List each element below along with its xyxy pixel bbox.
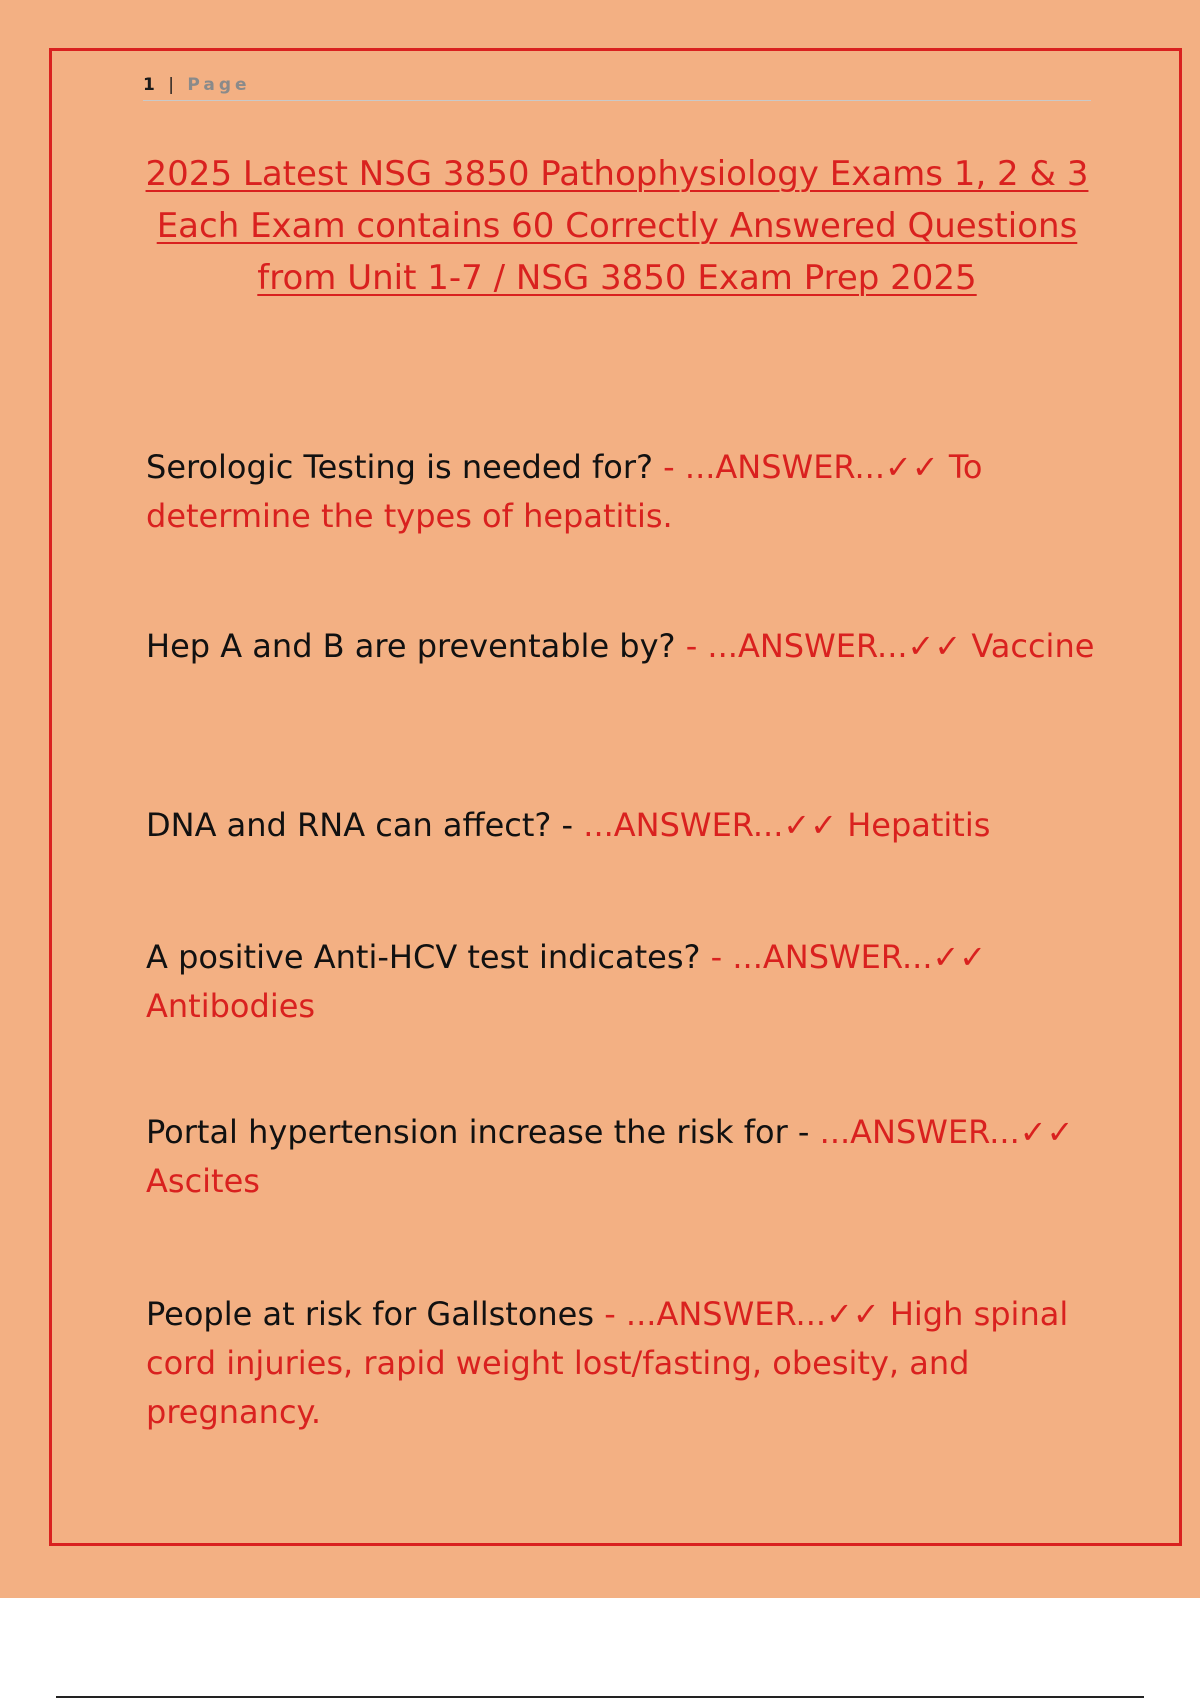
qa-item bbox=[146, 622, 1106, 671]
answer-text: - ...ANSWER...✓✓ Antibodies bbox=[146, 938, 987, 1025]
answer-text: - ...ANSWER...✓✓ Vaccine bbox=[685, 627, 1095, 665]
footer-rule bbox=[56, 1696, 1144, 1698]
question-text: Portal hypertension increase the risk for - bbox=[146, 1113, 820, 1151]
answer-text: - ...ANSWER...✓✓ To determine the types of hepatitis. bbox=[146, 448, 983, 535]
page-header bbox=[143, 74, 1091, 101]
answer-text: ...ANSWER...✓✓ Ascites bbox=[146, 1113, 1074, 1200]
qa-item bbox=[146, 1108, 1106, 1206]
question-text: Serologic Testing is needed for? bbox=[146, 448, 664, 486]
qa-item bbox=[146, 933, 1106, 1031]
qa-item bbox=[146, 1290, 1106, 1437]
qa-item bbox=[146, 801, 1106, 850]
page-label: Page bbox=[187, 75, 251, 95]
answer-text: - ...ANSWER...✓✓ High spinal cord injuries, rapid weight lost/fasting, obesity, and pregnancy. bbox=[146, 1295, 1069, 1431]
page-separator: | bbox=[168, 75, 178, 95]
question-text: A positive Anti-HCV test indicates? bbox=[146, 938, 711, 976]
document-title: 2025 Latest NSG 3850 Pathophysiology Exams 1, 2 & 3 Each Exam contains 60 Correctly Answered Questions from Unit 1-7 / NSG 3850 Exam Prep 2025 bbox=[145, 154, 1089, 298]
qa-item bbox=[146, 443, 1106, 541]
page-number: 1 bbox=[143, 75, 159, 95]
question-text: DNA and RNA can affect? - bbox=[146, 806, 584, 844]
question-text: People at risk for Gallstones bbox=[146, 1295, 605, 1333]
answer-text: ...ANSWER...✓✓ Hepatitis bbox=[583, 806, 991, 844]
question-text: Hep A and B are preventable by? bbox=[146, 627, 686, 665]
